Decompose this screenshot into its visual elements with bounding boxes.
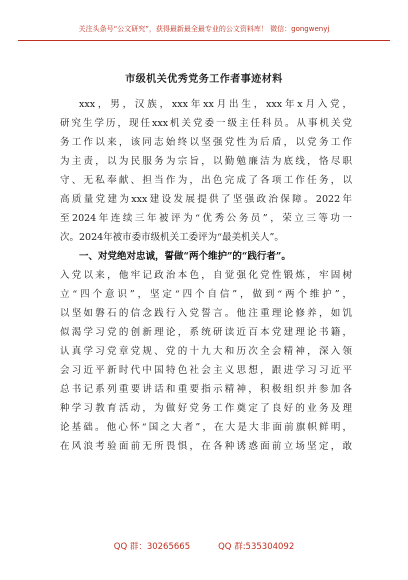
intro-line: 务工作以来，该同志始终以坚强党性为后盾，以党务工作	[60, 137, 352, 148]
section-line: 以坚如磐石的信念践行入党誓言。他注重理论修养，如饥	[60, 308, 352, 319]
section-line: 似渴学习党的创新理论，系统研读近百本党建理论书籍，	[60, 327, 352, 338]
section-line: 总书记系列重要讲话和重要指示精神，积极组织并参加各	[60, 384, 352, 395]
intro-line: xxx，男，汉族，xxx年xx月出生，xxx年x月入党，	[79, 99, 352, 110]
section-line: 种学习教育活动，为做好党务工作奠定了良好的业务及理	[60, 403, 352, 414]
intro-line: 守、无私奉献、担当作为，出色完成了各项工作任务，以	[60, 175, 352, 186]
footer-qq-group-1: QQ 群：30265665	[113, 542, 191, 552]
document-body	[60, 95, 352, 456]
section-line: 认真学习党章党规、党的十九大和历次全会精神，深入领	[60, 346, 352, 357]
intro-line: 次。2024年被市委市级机关工委评为“最美机关人”。	[60, 232, 284, 243]
intro-line: 为主责，以为民服务为宗旨，以勤勉廉洁为底线，恪尽职	[60, 156, 352, 167]
section-line: 会习近平新时代中国特色社会主义思想，跟进学习习近平	[60, 365, 352, 376]
intro-line: 高质量党建为xxx建设发展提供了坚强政治保障。2022年	[60, 194, 352, 205]
section-line: 在风浪考验面前无所畏惧，在各种诱惑面前立场坚定，敢	[60, 441, 352, 452]
section-line: 立“四个意识”，坚定“四个自信”，做到“两个维护”，	[60, 289, 352, 300]
header-divider	[18, 40, 390, 41]
intro-line: 至2024年连续三年被评为“优秀公务员”，荣立三等功一	[60, 213, 352, 224]
section-line: 入党以来，他牢记政治本色，自觉强化党性锻炼，牢固树	[60, 270, 352, 281]
header-notice: 关注头条号“公文研究”，获得最新最全最专业的公文资料库！ 微信：gongwenyj	[78, 25, 330, 33]
section-heading: 一、对党绝对忠诚，誓做“两个维护”的“践行者”。	[79, 251, 291, 262]
section-line: 论基础。他心怀“国之大者”，在大是大非面前旗帜鲜明，	[60, 422, 352, 433]
document-title: 市级机关优秀党务工作者事迹材料	[125, 74, 283, 85]
footer-contacts	[0, 540, 408, 552]
footer-qq-group-2: QQ 群:535304092	[218, 542, 295, 552]
intro-line: 研究生学历，现任xxx机关党委一级主任科员。从事机关党	[60, 118, 352, 129]
